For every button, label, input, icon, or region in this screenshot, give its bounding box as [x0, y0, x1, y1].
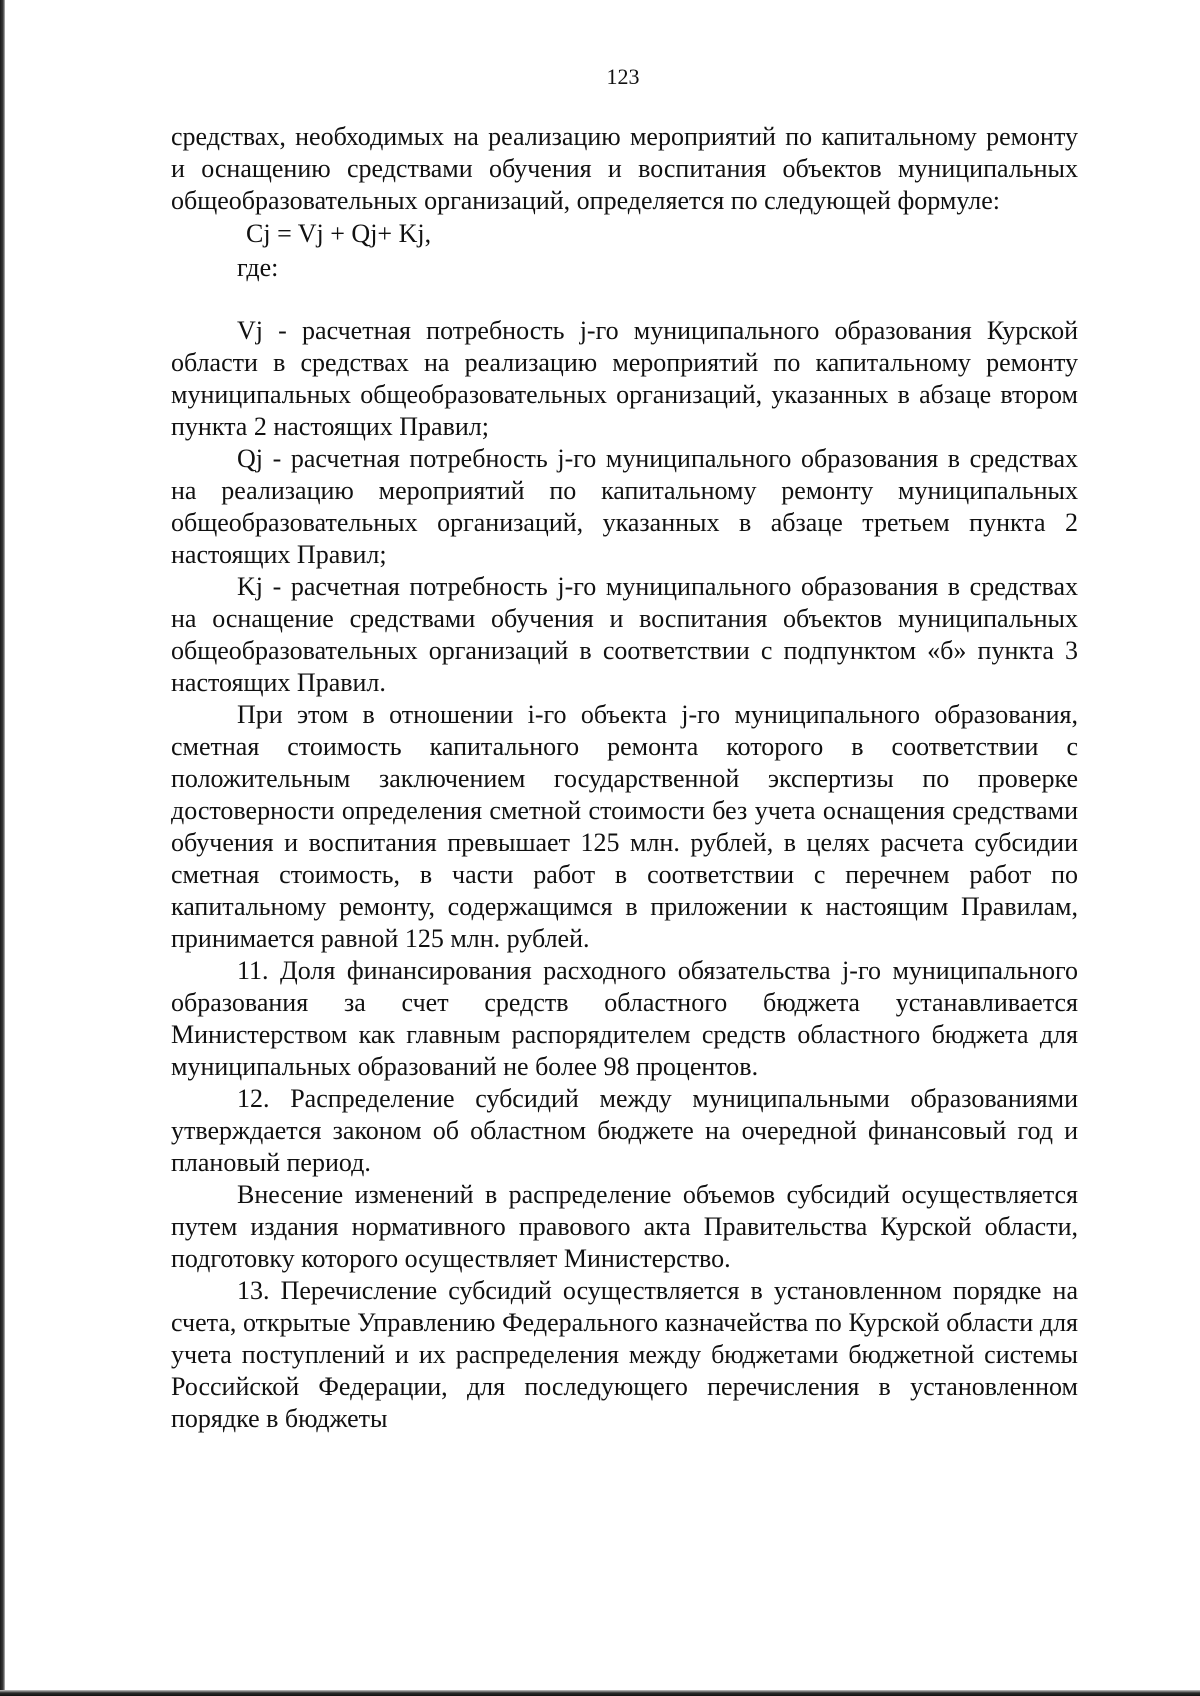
definition-kj: Kj - расчетная потребность j-го муниципального образования в средствах на оснащение средствами обучения и воспитания объектов муниципальных общеобразовательных организаций в соответствии с подпунктом «б» пункта 3 настоящих Правил.	[171, 572, 1078, 697]
paragraph-item-13: 13. Перечисление субсидий осуществляется в установленном порядке на счета, открытые Управлению Федерального казначейства по Курской области для учета поступлений и их распределения между бюджетами бюджетной системы Российской Федерации, для последующего перечисления в установленном порядке в бюджеты	[171, 1276, 1078, 1433]
page-number: 123	[606, 64, 640, 89]
scan-edge-bottom	[0, 1690, 1200, 1696]
paragraph-item-12: 12. Распределение субсидий между муниципальными образованиями утверждается законом об областном бюджете на очередной финансовый год и плановый период.	[171, 1084, 1078, 1177]
scan-edge-left	[0, 0, 5, 1696]
definition-vj: Vj - расчетная потребность j-го муниципального образования Курской области в средствах на реализацию мероприятий по капитальному ремонту муниципальных общеобразовательных организаций, указанных в абзаце втором пункта 2 настоящих Правил;	[171, 316, 1078, 441]
paragraph-amendments: Внесение изменений в распределение объемов субсидий осуществляется путем издания нормативного правового акта Правительства Курской области, подготовку которого осуществляет Министерство.	[171, 1180, 1078, 1273]
formula: Cj = Vj + Qj+ Kj,	[246, 219, 432, 248]
definition-qj: Qj - расчетная потребность j-го муниципального образования в средствах на реализацию мероприятий по капитальному ремонту муниципальных общеобразовательных организаций, указанных в абзаце третьем пункта 2 настоящих Правил;	[171, 444, 1078, 569]
spacer	[171, 285, 1078, 315]
where-label: где:	[237, 253, 279, 282]
paragraph-item-11: 11. Доля финансирования расходного обязательства j-го муниципального образования за счет средств областного бюджета устанавливается Министерством как главным распорядителем средств областного бюджета для муниципальных образований не более 98 процентов.	[171, 956, 1078, 1081]
document-body	[171, 121, 1078, 1435]
paragraph-cost-limit: При этом в отношении i-го объекта j-го муниципального образования, сметная стоимость капитального ремонта которого в соответствии с положительным заключением государственной экспертизы по проверке достоверности определения сметной стоимости без учета оснащения средствами обучения и воспитания превышает 125 млн. рублей, в целях расчета субсидии сметная стоимость, в части работ в соответствии с перечнем работ по капитальному ремонту, содержащимся в приложении к настоящим Правилам, принимается равной 125 млн. рублей.	[171, 700, 1078, 953]
paragraph-intro: средствах, необходимых на реализацию мероприятий по капитальному ремонту и оснащению средствами обучения и воспитания объектов муниципальных общеобразовательных организаций, определяется по следующей формуле:	[171, 122, 1078, 215]
